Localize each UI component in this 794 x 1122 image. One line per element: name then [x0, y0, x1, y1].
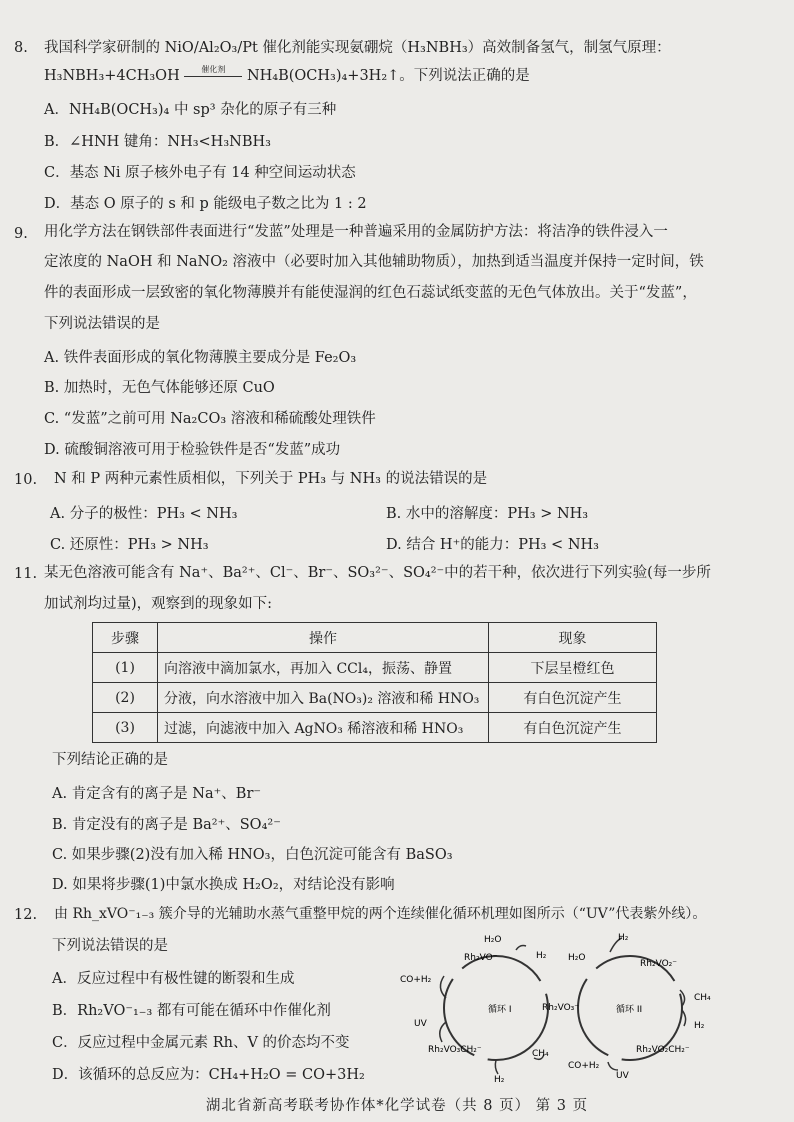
label-ch4-b: CH₄	[694, 993, 711, 1003]
table-row	[93, 683, 657, 713]
q9-option-d: D. 硫酸铜溶液可用于检验铁件是否“发蓝”成功	[44, 442, 341, 458]
branch-arrow	[516, 946, 526, 951]
table-row	[93, 653, 657, 683]
q8-eq-left: H₃NBH₃+4CH₃OH	[44, 68, 180, 84]
q11-option-c: C. 如果步骤(2)没有加入稀 HNO₃，白色沉淀可能含有 BaSO₃	[52, 847, 453, 863]
q10-option-d: D. 结合 H⁺的能力：PH₃ < NH₃	[386, 537, 599, 553]
table-cell: (3)	[93, 713, 158, 743]
table-cell: 向溶液中滴加氯水，再加入 CCl₄，振荡、静置	[158, 653, 489, 683]
q12-stem: 由 Rh_xVO⁻₁₋₃ 簇介导的光辅助水蒸气重整甲烷的两个连续催化循环机理如图所示（“UV”代表紫外线）。	[54, 906, 707, 922]
label-h2-c: H₂	[694, 1021, 705, 1031]
q9-stem-line4: 下列说法错误的是	[44, 316, 160, 332]
q11-option-a: A. 肯定含有的离子是 Na⁺、Br⁻	[52, 786, 262, 802]
label-cycle2: 循环 II	[616, 1005, 643, 1015]
table-cell: 分液，向水溶液中加入 Ba(NO₃)₂ 溶液和稀 HNO₃	[158, 683, 489, 713]
q9-option-c: C. “发蓝”之前可用 Na₂CO₃ 溶液和稀硫酸处理铁件	[44, 411, 376, 427]
label-uv-bottom: UV	[616, 1071, 629, 1081]
label-ch4-a: CH₄	[532, 1049, 549, 1059]
table-cell: (1)	[93, 653, 158, 683]
q11-option-b: B. 肯定没有的离子是 Ba²⁺、SO₄²⁻	[52, 817, 281, 833]
q12-option-a: A．反应过程中有极性键的断裂和生成	[52, 971, 295, 987]
q11-option-d: D. 如果将步骤(1)中氯水换成 H₂O₂，对结论没有影响	[52, 877, 395, 893]
q10-number: 10.	[14, 472, 38, 488]
q10-stem: N 和 P 两种元素性质相似，下列关于 PH₃ 与 NH₃ 的说法错误的是	[54, 471, 488, 487]
q11-conclusion: 下列结论正确的是	[52, 752, 168, 768]
q10-option-b: B. 水中的溶解度：PH₃ > NH₃	[386, 506, 589, 522]
q12-option-c: C．反应过程中金属元素 Rh、V 的价态均不变	[52, 1035, 350, 1051]
q9-number: 9.	[14, 226, 28, 242]
table-row	[93, 713, 657, 743]
q8-eq-arrow	[184, 66, 242, 77]
label-h2o-top: H₂O	[484, 935, 502, 945]
label-rh2vo3-center: Rh₂VO₃⁻	[542, 1003, 580, 1013]
page-footer: 湖北省新高考联考协作体*化学试卷（共 8 页） 第 3 页	[205, 1098, 589, 1114]
q9-option-a: A. 铁件表面形成的氧化物薄膜主要成分是 Fe₂O₃	[44, 350, 357, 366]
label-rh2vo: Rh₂VO⁻	[464, 953, 498, 963]
q9-stem-line2: 定浓度的 NaOH 和 NaNO₂ 溶液中（必要时加入其他辅助物质），加热到适当温度并保持一定时间，铁	[44, 254, 704, 270]
table-cell: 有白色沉淀产生	[489, 713, 657, 743]
branch-arrow	[495, 1060, 498, 1074]
table-header-step: 步骤	[93, 623, 158, 653]
q8-option-a: A．NH₄B(OCH₃)₄ 中 sp³ 杂化的原子有三种	[44, 102, 337, 118]
table-header-operation: 操作	[158, 623, 489, 653]
label-rh2vo3ch2: Rh₂VO₃CH₂⁻	[428, 1045, 482, 1055]
q11-number: 11.	[14, 566, 38, 582]
q8-stem: 我国科学家研制的 NiO/Al₂O₃/Pt 催化剂能实现氨硼烷（H₃NBH₃）高效制备氢气，制氢气原理：	[44, 40, 671, 56]
q12-subprompt: 下列说法错误的是	[52, 938, 168, 954]
catalytic-cycle-diagram	[396, 926, 726, 1086]
label-h2-top2: H₂	[618, 933, 629, 943]
label-h2-b: H₂	[494, 1075, 505, 1085]
label-h2-a: H₂	[536, 951, 547, 961]
q11-stem-line2: 加试剂均过量)，观察到的现象如下:	[44, 596, 273, 612]
branch-arrow	[608, 1062, 618, 1070]
table-cell: 有白色沉淀产生	[489, 683, 657, 713]
q11-stem-line1: 某无色溶液可能含有 Na⁺、Ba²⁺、Cl⁻、Br⁻、SO₃²⁻、SO₄²⁻中的若干种，依次进行下列实验(每一步所	[44, 565, 711, 581]
label-rh2vo2ch2: Rh₂VO₂CH₂⁻	[636, 1045, 690, 1055]
q11-experiment-table	[92, 622, 657, 743]
table-header-phenomenon: 现象	[489, 623, 657, 653]
table-header-row	[93, 623, 657, 653]
branch-arrow	[440, 1022, 446, 1042]
label-co-h2-left: CO+H₂	[400, 975, 432, 985]
label-cycle1: 循环 I	[488, 1005, 512, 1015]
q12-number: 12.	[14, 907, 38, 923]
q10-option-c: C. 还原性：PH₃ > NH₃	[50, 537, 209, 553]
q9-stem-line1: 用化学方法在钢铁部件表面进行“发蓝”处理是一种普遍采用的金属防护方法：将洁净的铁件浸入一	[44, 224, 668, 240]
q8-eq-catalyst: 催化剂	[201, 65, 226, 74]
q9-option-b: B. 加热时，无色气体能够还原 CuO	[44, 380, 275, 396]
q8-equation	[44, 66, 530, 86]
q8-eq-right: NH₄B(OCH₃)₄+3H₂↑。下列说法正确的是	[246, 68, 530, 84]
table-cell: 下层呈橙红色	[489, 653, 657, 683]
q8-option-b: B．∠HNH 键角：NH₃<H₃NBH₃	[44, 134, 271, 150]
q12-option-d: D．该循环的总反应为：CH₄+H₂O = CO+3H₂	[52, 1067, 365, 1083]
q9-stem-line3: 件的表面形成一层致密的氧化物薄膜并有能使湿润的红色石蕊试纸变蓝的无色气体放出。关于“发蓝”，	[44, 285, 697, 301]
label-h2o-2: H₂O	[568, 953, 586, 963]
q10-option-a: A. 分子的极性：PH₃ < NH₃	[50, 506, 238, 522]
q8-number: 8.	[14, 40, 28, 56]
label-uv-left: UV	[414, 1019, 427, 1029]
table-cell: (2)	[93, 683, 158, 713]
table-cell: 过滤，向滤液中加入 AgNO₃ 稀溶液和稀 HNO₃	[158, 713, 489, 743]
q8-option-d: D．基态 O 原子的 s 和 p 能级电子数之比为 1 : 2	[44, 196, 367, 212]
label-rh2vo2: Rh₂VO₂⁻	[640, 959, 678, 969]
q8-option-c: C．基态 Ni 原子核外电子有 14 种空间运动状态	[44, 165, 356, 181]
label-co-h2-bottom: CO+H₂	[568, 1061, 600, 1071]
q12-option-b: B．Rh₂VO⁻₁₋₃ 都有可能在循环中作催化剂	[52, 1003, 331, 1019]
